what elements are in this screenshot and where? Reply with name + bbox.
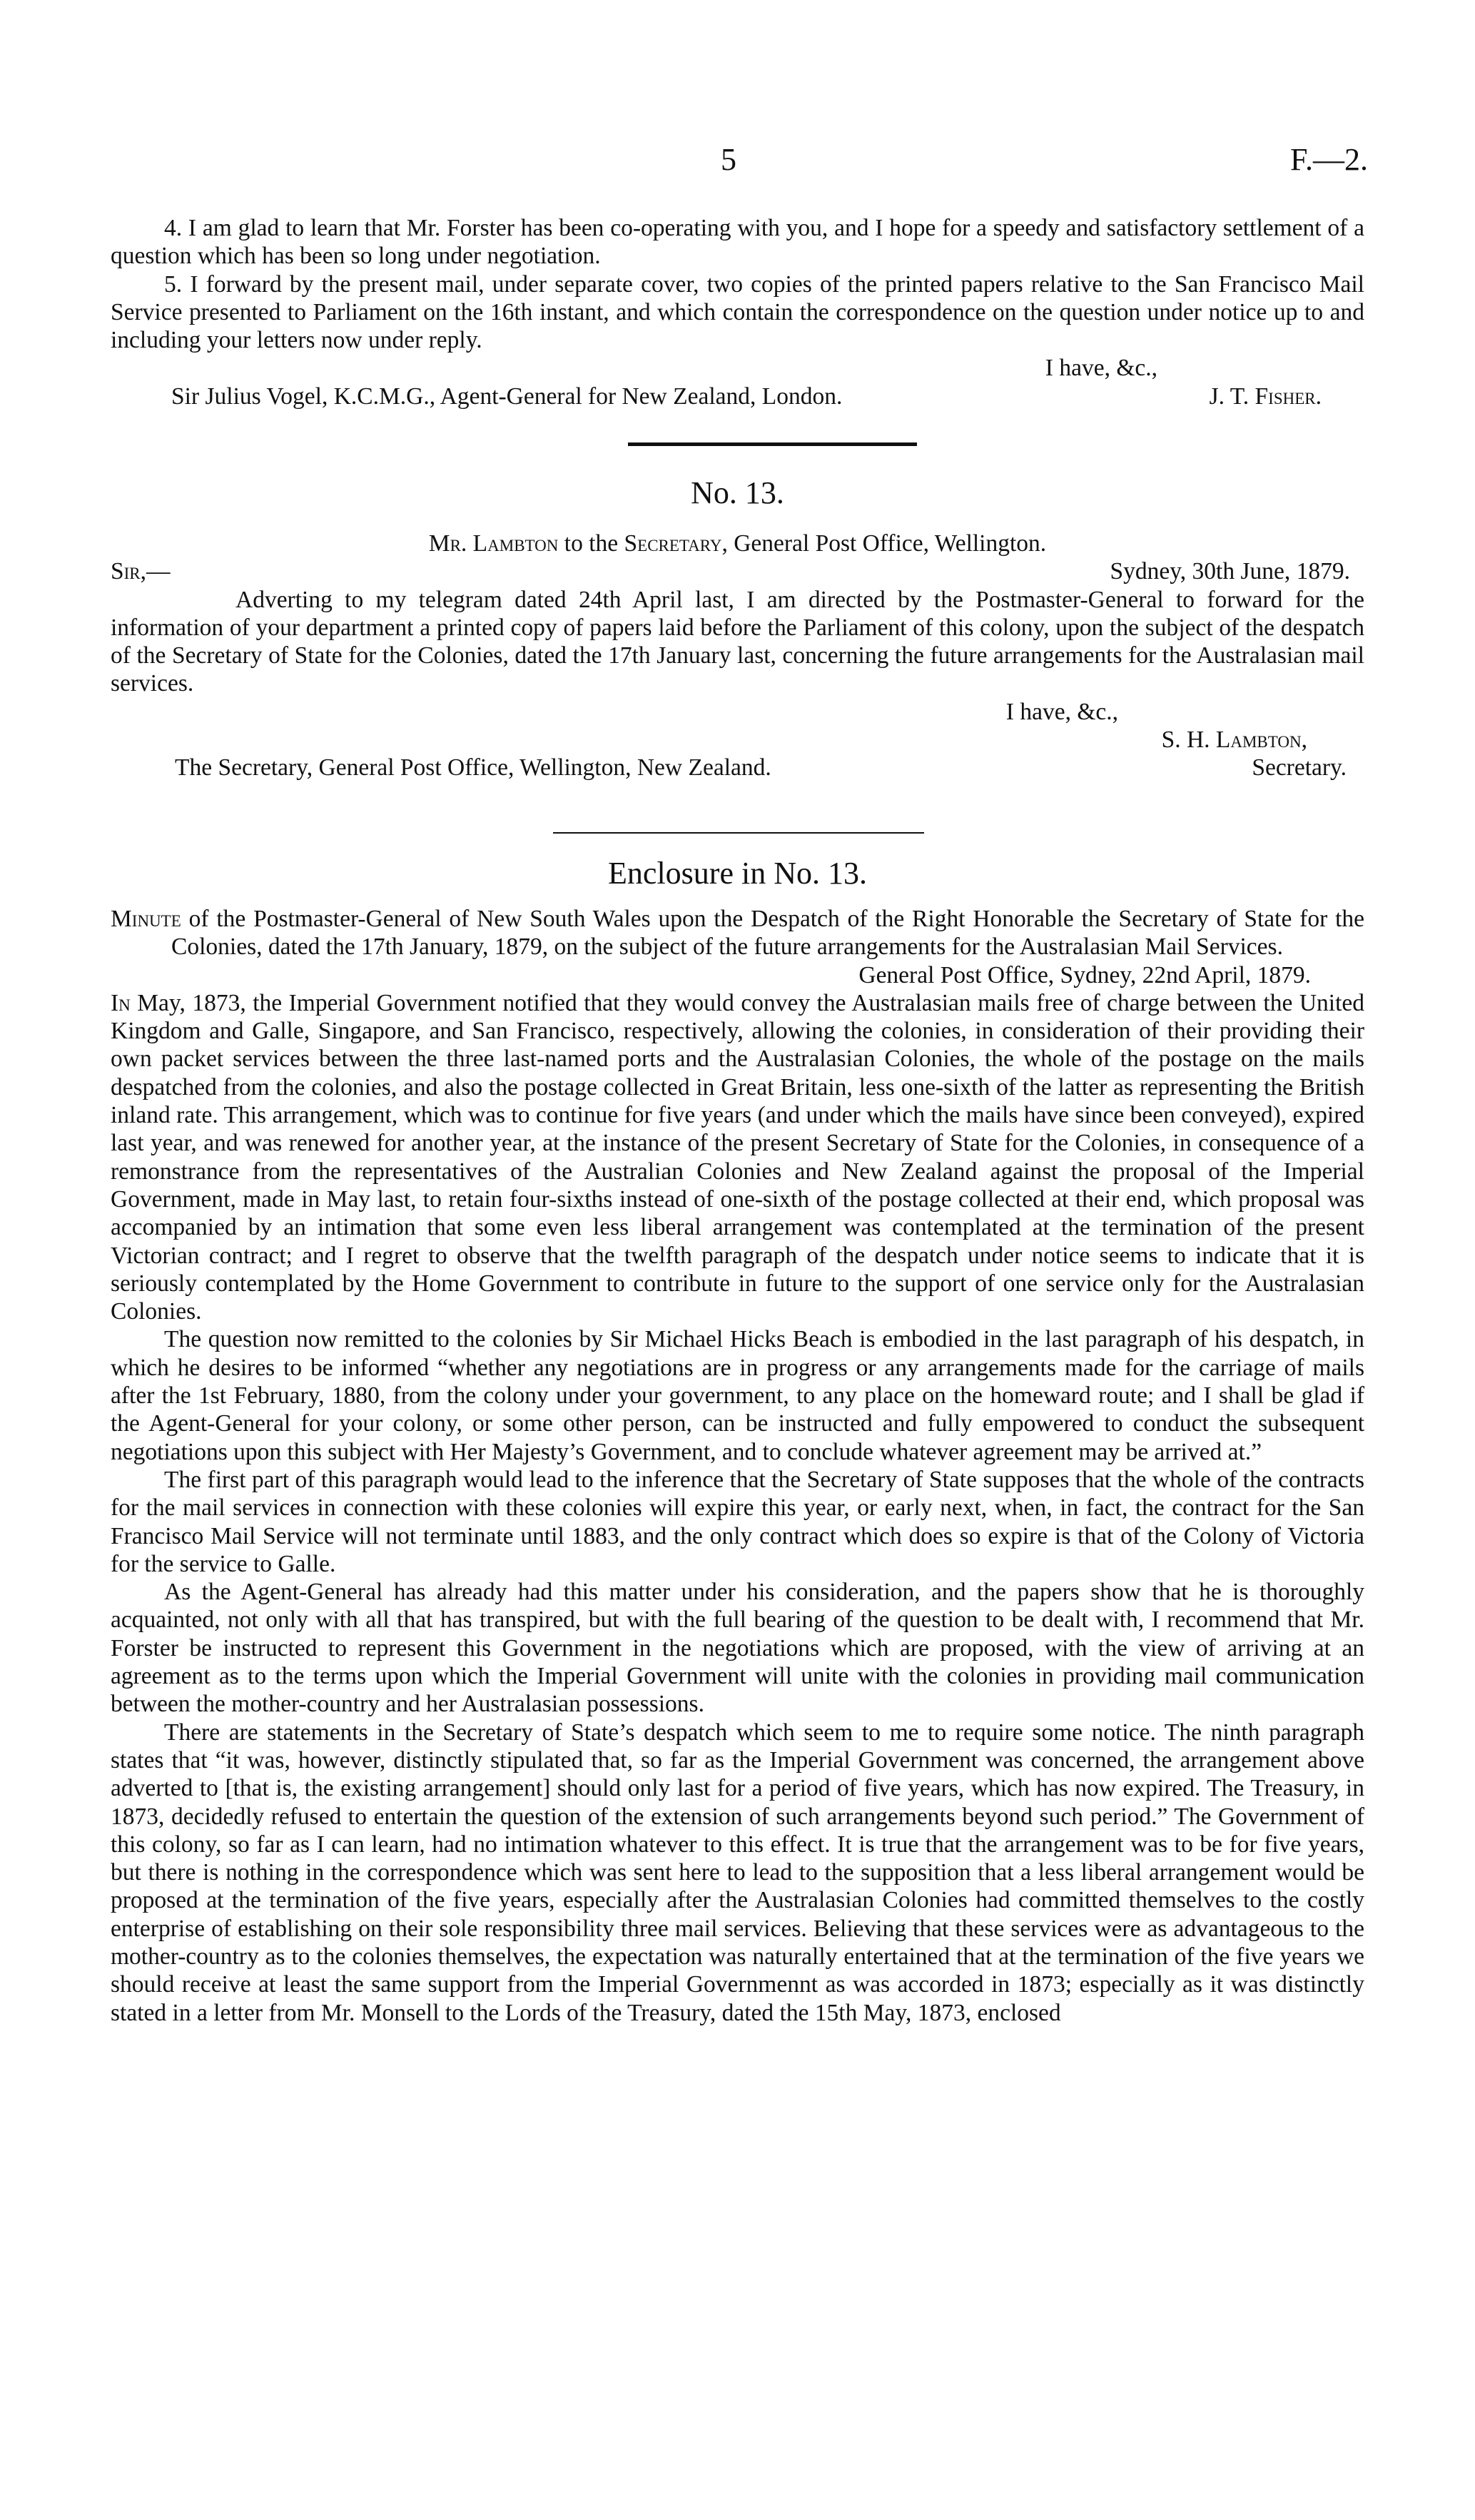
minute-paragraph-3: The first part of this paragraph would lead to the inference that the Secretary of State supposes that the whole of the contracts for the mail services in connection with these colonies will expire this year, or early next, when, in fact, the contract for the San Francisco Mail Service will not terminate until 1883, and the only contract which does so expire is that of the Colony of Victoria for the service to Galle. xyxy=(111,1466,1364,1577)
signer-title: Secretary. xyxy=(1252,754,1347,781)
minute-paragraph-1 xyxy=(111,989,1364,1326)
from-connector: to the xyxy=(558,530,624,557)
minute-paragraph-5: There are statements in the Secretary of State’s despatch which seem to me to require some notice. The ninth paragraph states that “it was, however, distinctly stipulated that, so far as the Imperial Government was concerned, the arrangement above adverted to [that is, the existing arrangement] should only last for a period of five years, which has now expired. The Treasury, in 1873, decidedly refused to entertain the question of the extension of such arrangements beyond such period.” The Government of this colony, so far as I can learn, had no intimation whatever to this effect. It is true that the arrangement was to be for five years, but there is nothing in the correspondence which was sent here to lead to the supposition that a less liberal arrangement would be proposed at the termination of the five years, especially after the Australasian Colonies had committed themselves to the costly enterprise of establishing on their sole responsibility three mail services. Believing that these services were as advantageous to the mother-country as to the colonies themselves, the expectation was naturally entertained that at the termination of the five years we should receive at least the same support from the Imperial Governmennt as was accorded in 1873; especially as it was distinctly stated in a letter from Mr. Monsell to the Lords of the Treasury, dated the 15th May, 1873, enclosed xyxy=(111,1719,1364,2026)
enclosure-title: Enclosure in No. 13. xyxy=(608,856,867,891)
signature: J. T. Fisher. xyxy=(1209,383,1322,410)
signature: S. H. Lambton, xyxy=(1161,727,1307,754)
letter-continuation xyxy=(111,214,1364,410)
minute-word: Minute xyxy=(111,906,181,932)
recipient-office: , General Post Office, Wellington. xyxy=(721,530,1047,557)
minute-paragraph-2: The question now remitted to the colonies by Sir Michael Hicks Beach is embodied in the last paragraph of his despatch, in which he desires to be informed “whether any negotiations are in progress or any arrangements made for the carriage of mails after the 1st February, 1880, from the colony under your government, to any place on the homeward route; and I shall be glad if the Agent-General for your colony, or some other person, can be instructed and fully empowered to conduct the subsequent negotiations upon this subject with Her Majesty’s Government, and to conclude whatever agreement may be arrived at.” xyxy=(111,1326,1364,1465)
paragraph-4: 4. I am glad to learn that Mr. Forster has been co-operating with you, and I hope for a speedy and satisfactory settlement of a question which has been so long under negotiation. xyxy=(111,215,1364,270)
sender-name: Mr. Lambton xyxy=(428,530,559,557)
lead-word: In xyxy=(111,989,131,1016)
section-divider xyxy=(553,832,924,834)
letter-title: No. 13. xyxy=(691,475,784,510)
paragraph-text: May, 1873, the Imperial Government notified that they would convey the Australasian mails free of charge between the United Kingdom and Galle, Singapore, and San Francisco, respectively, allowing the colonies, in consideration of their providing their own packet services between the three last-named ports and the Australasian Colonies, the whole of the postage on the mails despatched from the colonies, and also the postage collected in Great Britain, less one-sixth of the latter as representing the British inland rate. This arrangement, which was to continue for five years (and under which the mails have since been conveyed), expired last year, and was renewed for another year, at the instance of the present Secretary of State for the Colonies, in consequence of a remonstrance from the representatives of the Australian Colonies and New Zealand against the proposal of the Imperial Government, made in May last, to retain four-sixths instead of one-sixth of the postage collected at their end, which proposal was accompanied by an intimation that some even less liberal arrangement was contemplated at the termination of the present Victorian contract; and I regret to observe that the twelfth paragraph of the despatch under notice seems to indicate that it is seriously contemplated by the Home Government to contribute in future to the support of one service only for the Australasian Colonies. xyxy=(111,989,1364,1325)
minute-heading xyxy=(111,905,1364,961)
letter-body: Adverting to my telegram dated 24th April last, I am directed by the Postmaster-General to forward for the information of your department a printed copy of papers laid before the Parliament of this colony, upon the subject of the despatch of the Secretary of State for the Colonies, dated the 17th January last, concerning the future arrangements for the Australasian mail services. xyxy=(111,586,1364,697)
letter-date: Sydney, 30th June, 1879. xyxy=(1110,558,1350,585)
letter-from-to xyxy=(111,530,1364,557)
salutation: Sir,— xyxy=(111,558,171,585)
closing-line: I have, &c., xyxy=(1005,698,1118,725)
minute-paragraph-4: As the Agent-General has already had this matter under his consideration, and the papers show that he is thoroughly acquainted, not only with all that has transpired, but with the full bearing of the question to be dealt with, I recommend that Mr. Forster be instructed to represent this Government in the negotiations which are proposed, with the view of arriving at an agreement as to the terms upon which the Imperial Government will unite with the colonies in providing mail communication between the mother-country and her Australasian possessions. xyxy=(111,1579,1364,1718)
addressee-line: Sir Julius Vogel, K.C.M.G., Agent-General for New Zealand, London. xyxy=(171,383,843,410)
enclosure-body xyxy=(111,905,1364,2027)
page-number: 5 xyxy=(721,142,736,177)
closing-line: I have, &c., xyxy=(1045,355,1157,382)
minute-subject: of the Postmaster-General of New South Wales upon the Despatch of the Right Honorable the Secretary of State for the Colonies, dated the 17th January, 1879, on the subject of the future arrangements for the Australasian Mail Services. xyxy=(171,906,1364,961)
section-divider xyxy=(628,442,917,446)
letter-13 xyxy=(111,530,1364,782)
addressee-line: The Secretary, General Post Office, Wellington, New Zealand. xyxy=(175,754,771,781)
minute-dateline: General Post Office, Sydney, 22nd April, 1879. xyxy=(858,961,1311,988)
recipient-name: Secretary xyxy=(624,530,722,557)
document-reference: F.—2. xyxy=(1290,142,1368,177)
paragraph-5: 5. I forward by the present mail, under separate cover, two copies of the printed papers relative to the San Francisco Mail Service presented to Parliament on the 16th instant, and which contain the correspondence on the question under notice up to and including your letters now under reply. xyxy=(111,270,1364,354)
